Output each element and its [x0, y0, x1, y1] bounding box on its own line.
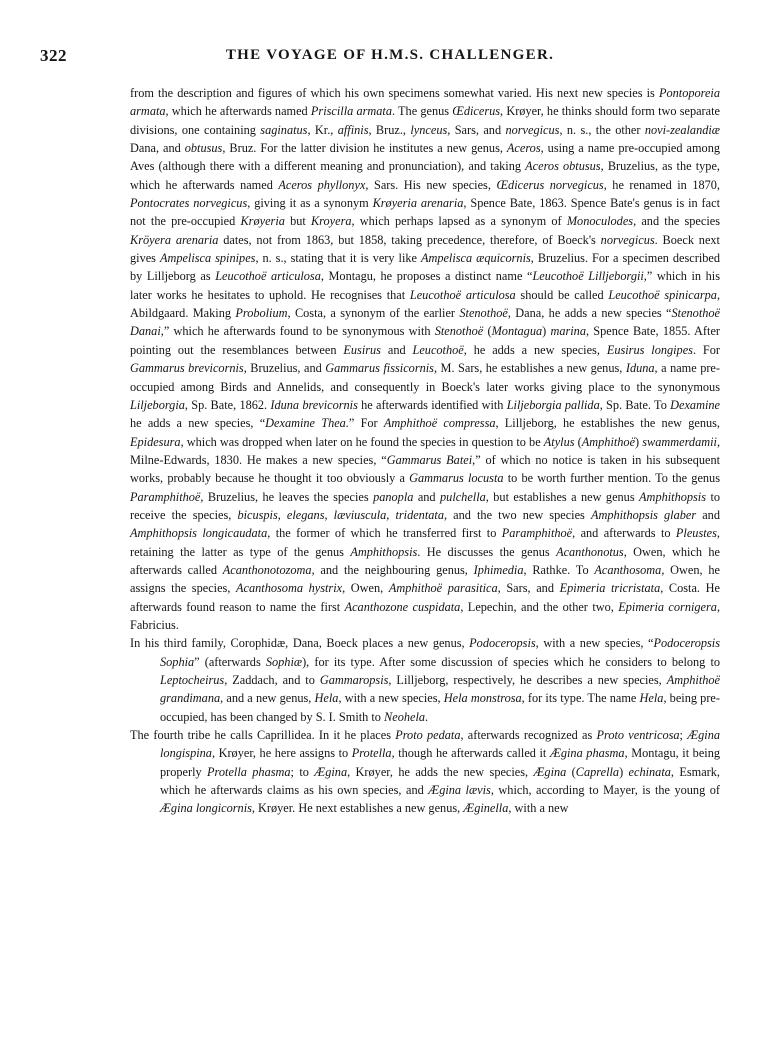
text-run: , using a name pre-occupied among Aves (although there with a different meaning and pronunciation), and taking: [130, 141, 720, 174]
italic-taxon-name: Œdicerus: [452, 104, 501, 119]
text-run: Dana, and: [130, 141, 185, 156]
italic-taxon-name: pulchella: [440, 489, 486, 504]
italic-taxon-name: Ægina phasma: [549, 746, 625, 761]
text-run: from the description and figures of which his own specimens somewhat varied. His next new species is: [130, 86, 659, 100]
body-text: [130, 84, 720, 818]
text-run: , giving it as a synonym: [247, 196, 373, 211]
italic-taxon-name: lynceus: [410, 122, 448, 137]
italic-taxon-name: bicuspis, elegans, læviuscula, tridentata: [237, 507, 444, 522]
text-run: , with a new species, “: [535, 636, 654, 651]
italic-taxon-name: Amphithoë: [581, 434, 636, 449]
italic-taxon-name: marina: [550, 324, 586, 339]
italic-taxon-name: Gammarus Batei: [386, 452, 473, 467]
text-run: , though he afterwards called it: [391, 746, 550, 761]
italic-taxon-name: Ampelisca spinipes: [159, 251, 256, 266]
text-run: , Lilljeborg, respectively, he describes a new species,: [388, 673, 667, 687]
italic-taxon-name: Kroyera: [310, 214, 352, 229]
text-run: and: [413, 489, 441, 504]
text-run: , retaining the latter as type of the genus: [130, 526, 720, 559]
text-run: The fourth tribe he calls Caprillidea. In it he places: [130, 728, 396, 743]
paragraph-fourth-tribe: [130, 726, 720, 818]
italic-taxon-name: Probolium: [235, 306, 288, 321]
italic-taxon-name: Monoculodes: [566, 214, 634, 229]
text-run: . He discusses the genus: [417, 544, 557, 559]
text-run: , and the species: [633, 214, 720, 229]
text-run: should be called: [515, 287, 609, 302]
text-run: , the former of which he transferred first to: [267, 526, 502, 541]
italic-taxon-name: novi-zealandiæ: [644, 122, 720, 137]
text-run: .: [425, 709, 429, 724]
italic-taxon-name: Amphithoë parasitica: [388, 581, 498, 596]
text-run: ” (afterwards: [194, 654, 266, 669]
text-run: ): [542, 324, 551, 339]
text-run: ), for its type. After some discussion of species which he considers to belong to: [302, 654, 721, 669]
italic-taxon-name: Gammarus brevicornis: [130, 361, 244, 376]
text-run: to be worth further mention. To the genus: [503, 471, 720, 486]
italic-taxon-name: Proto ventricosa: [596, 728, 680, 743]
text-run: , Bruz.,: [368, 122, 411, 137]
italic-taxon-name: Podoceropsis: [469, 636, 536, 651]
text-run: , Lepechin, and the other two,: [460, 599, 619, 614]
text-run: , Zaddach, and to: [224, 673, 320, 687]
text-run: , n. s., stating that it is very like: [255, 251, 421, 266]
italic-taxon-name: Dexamine Thea.: [265, 416, 349, 431]
text-run: , Esmark, which he afterwards claims as his own species, and: [160, 764, 720, 798]
italic-taxon-name: Aceros: [506, 141, 541, 156]
italic-taxon-name: Paramphithoë: [130, 489, 201, 504]
italic-taxon-name: Amphithoë compressa: [383, 416, 496, 431]
italic-taxon-name: Gammarus fissicornis: [325, 361, 434, 376]
text-run: , Fabricius.: [130, 599, 721, 632]
italic-taxon-name: Iduna: [625, 361, 655, 376]
text-run: , with a new species,: [338, 691, 444, 706]
text-run: , Costa. He afterwards found reason to name the first: [130, 581, 720, 614]
text-run: , Owen, which he afterwards called: [130, 544, 720, 577]
text-run: (: [574, 434, 582, 449]
text-run: , Sars, and: [497, 581, 560, 596]
text-run: , n. s., the other: [559, 122, 645, 137]
italic-taxon-name: obtusus: [184, 141, 223, 156]
text-run: , Krøyer. He next establishes a new genus,: [251, 801, 464, 816]
text-run: , M. Sars, he establishes a new genus,: [433, 361, 626, 376]
text-run: and: [696, 507, 720, 522]
italic-taxon-name: Stenothoë: [459, 306, 508, 321]
italic-taxon-name: Pontocrates norvegicus: [130, 196, 248, 211]
italic-taxon-name: affinis: [337, 122, 369, 137]
italic-taxon-name: Amphithoë grandimana: [160, 673, 720, 706]
italic-taxon-name: Acanthonotus: [556, 544, 624, 559]
text-run: he afterwards identified with: [357, 397, 507, 412]
italic-taxon-name: norvegicus: [505, 122, 560, 137]
text-run: (: [483, 324, 492, 339]
text-run: , Lilljeborg, he establishes the new genus,: [495, 416, 720, 431]
italic-taxon-name: Dexamine: [670, 397, 720, 412]
page-number: 322: [40, 46, 67, 65]
paragraph-third-family: [130, 634, 721, 726]
text-run: , being pre-occupied, has been changed by S. I. Smith to: [160, 691, 720, 724]
italic-taxon-name: Acanthozone cuspidata: [344, 599, 461, 614]
text-run: , Montagu, it being properly: [160, 746, 720, 779]
italic-taxon-name: Protella: [351, 746, 392, 761]
text-run: , Spence Bate, 1855. After pointing out the resemblances between: [130, 324, 720, 357]
italic-taxon-name: Acanthosoma hystrix: [236, 581, 343, 596]
italic-taxon-name: Epimeria tricristata: [559, 581, 661, 596]
text-run: dates, not from 1863, but 1858, taking precedence, therefore, of Boeck's: [218, 232, 601, 247]
text-run: , with a new: [508, 801, 569, 816]
text-run: , Krøyer, he thinks should form two separate divisions, one containing: [130, 104, 720, 137]
italic-taxon-name: Paramphithoë: [501, 526, 573, 541]
italic-taxon-name: Hela: [639, 691, 664, 706]
italic-taxon-name: Hela monstrosa: [443, 691, 522, 706]
italic-taxon-name: echinata: [628, 764, 671, 779]
italic-taxon-name: Ægina longicornis: [160, 801, 252, 816]
italic-taxon-name: Atylus: [543, 434, 575, 449]
italic-taxon-name: Priscilla armata: [310, 104, 392, 119]
italic-taxon-name: Ægina longispina: [160, 728, 720, 761]
text-run: , he renamed in 1870,: [603, 177, 721, 192]
text-run: ,” which in his later works he hesitates to uphold. He recognises that: [130, 269, 720, 302]
running-head: THE VOYAGE OF H.M.S. CHALLENGER.: [225, 47, 555, 63]
italic-taxon-name: panopla: [373, 489, 414, 504]
text-run: , Sp. Bate, 1862.: [184, 397, 271, 412]
text-run: , a name pre-occupied among Birds and Annelids, and consequently in Boeck's later works giving place to the synonymous: [130, 361, 720, 394]
text-run: , Montagu, he proposes a distinct name “: [320, 269, 533, 284]
text-run: , Dana, he adds a new species “: [507, 306, 672, 321]
italic-taxon-name: Leucothoë: [412, 342, 464, 357]
italic-taxon-name: Leptocheirus: [160, 673, 225, 687]
italic-taxon-name: Amphithopsis longicaudata: [130, 526, 268, 541]
italic-taxon-name: Liljeborgia: [130, 397, 185, 412]
italic-taxon-name: Pontoporeia armata: [130, 86, 720, 119]
text-run: but: [284, 214, 311, 229]
text-run: (: [566, 764, 576, 779]
text-run: , for its type. The name: [521, 691, 640, 706]
text-run: to receive the species,: [130, 489, 721, 522]
italic-taxon-name: Eusirus: [343, 342, 381, 357]
text-run: , Sp. Bate. To: [599, 397, 671, 412]
text-run: he adds a new species, “: [130, 416, 266, 431]
text-run: , Owen, he assigns the species,: [130, 562, 720, 596]
text-run: , and the neighbouring genus,: [311, 562, 474, 577]
text-run: , which, according to Mayer, is the young of: [490, 783, 720, 798]
text-run: , and a new genus,: [220, 691, 315, 706]
text-run: , Bruzelius, as the type, which he afterwards named: [130, 159, 720, 192]
page-header: [40, 46, 740, 70]
italic-taxon-name: Gammaropsis: [319, 673, 389, 687]
text-run: , Bruzelius, he leaves the species: [200, 489, 374, 504]
italic-taxon-name: Iduna brevicornis: [270, 397, 358, 412]
text-run: , Bruz. For the latter division he institutes a new genus,: [222, 141, 507, 156]
italic-taxon-name: Stenothoë Danai: [130, 306, 721, 339]
italic-taxon-name: Acanthonotozoma: [222, 562, 312, 577]
italic-taxon-name: Iphimedia: [473, 562, 524, 577]
text-run: In his third family, Corophidæ, Dana, Boeck places a new genus,: [130, 636, 470, 651]
italic-taxon-name: Epimeria cornigera: [618, 599, 717, 614]
italic-taxon-name: Amphithopsis: [639, 489, 707, 504]
text-run: , which perhaps lapsed as a synonym of: [351, 214, 567, 229]
italic-taxon-name: Caprella: [575, 764, 620, 779]
text-run: ): [635, 434, 643, 449]
italic-taxon-name: Æginella: [463, 801, 509, 816]
italic-taxon-name: norvegicus: [600, 232, 655, 247]
text-run: , which he afterwards named: [165, 104, 311, 119]
italic-taxon-name: Proto pedata: [395, 728, 461, 743]
italic-taxon-name: Hela: [314, 691, 339, 706]
italic-taxon-name: Kröyera arenaria: [130, 232, 219, 247]
italic-taxon-name: Pleustes: [675, 526, 717, 541]
text-run: , Bruzelius. For a specimen described by Lilljeborg as: [130, 251, 721, 284]
italic-taxon-name: Leucothoë articulosa: [215, 269, 321, 284]
italic-taxon-name: Leucothoë Lilljeborgii: [532, 269, 644, 284]
italic-taxon-name: Acanthosoma: [594, 562, 662, 577]
italic-taxon-name: Amphithopsis glaber: [590, 507, 697, 522]
italic-taxon-name: saginatus: [260, 122, 308, 137]
italic-taxon-name: Protella phasma: [207, 764, 291, 779]
paragraph-continued: [130, 84, 720, 634]
italic-taxon-name: Podoceropsis Sophia: [160, 636, 720, 669]
text-run: , afterwards recognized as: [460, 728, 597, 743]
italic-taxon-name: Stenothoë: [434, 324, 484, 339]
italic-taxon-name: Sophiæ: [265, 654, 303, 669]
italic-taxon-name: Eusirus longipes: [606, 342, 693, 357]
text-run: ; to: [290, 764, 315, 779]
text-run: , Owen,: [342, 581, 389, 596]
italic-taxon-name: Leucothoë articulosa: [409, 287, 516, 302]
text-run: , and the two new species: [443, 507, 591, 522]
text-run: . The genus: [391, 104, 453, 119]
italic-taxon-name: Ægina lævis: [428, 783, 491, 798]
text-run: . For: [692, 342, 720, 357]
text-run: , which was dropped when later on he found the species in question to be: [180, 434, 544, 449]
text-run: , Rathke. To: [523, 562, 595, 577]
text-run: ,” which he afterwards found to be synonymous with: [160, 324, 435, 339]
text-run: , Abildgaard. Making: [130, 287, 721, 321]
italic-taxon-name: Liljeborgia pallida: [506, 397, 600, 412]
text-run: , Milne-Edwards, 1830. He makes a new species, “: [130, 434, 721, 467]
text-run: . Boeck next gives: [130, 232, 720, 266]
italic-taxon-name: Montagua: [491, 324, 543, 339]
italic-taxon-name: Aceros obtusus: [525, 159, 601, 174]
text-run: , he adds a new species,: [463, 342, 607, 357]
text-run: , Bruzelius, and: [243, 361, 326, 376]
text-run: , Spence Bate, 1863. Spence Bate's genus is in fact not the pre-occupied: [130, 196, 720, 229]
text-run: , but establishes a new genus: [485, 489, 640, 504]
italic-taxon-name: Aceros phyllonyx: [278, 177, 366, 192]
text-run: ): [619, 764, 629, 779]
text-run: and: [380, 342, 413, 357]
italic-taxon-name: Ampelisca æquicornis: [420, 251, 531, 266]
text-run: , Costa, a synonym of the earlier: [287, 306, 460, 321]
text-run: , Kr.,: [307, 122, 338, 137]
italic-taxon-name: swammerdamii: [642, 434, 717, 449]
italic-taxon-name: Krøyeria: [240, 214, 285, 229]
italic-taxon-name: Neohela: [384, 709, 426, 724]
text-run: , and afterwards to: [572, 526, 676, 541]
text-run: , Krøyer, he adds the new species,: [347, 764, 534, 779]
italic-taxon-name: Gammarus locusta: [409, 471, 504, 486]
italic-taxon-name: Krøyeria arenaria: [372, 196, 464, 211]
text-run: ” For: [348, 416, 384, 431]
italic-taxon-name: Œdicerus norvegicus: [496, 177, 604, 192]
italic-taxon-name: Ægina: [314, 764, 348, 779]
italic-taxon-name: Leucothoë spinicarpa: [608, 287, 717, 302]
text-run: , Krøyer, he here assigns to: [211, 746, 352, 761]
text-run: , Sars. His new species,: [365, 177, 497, 192]
text-run: ;: [679, 728, 688, 743]
italic-taxon-name: Ægina: [533, 764, 567, 779]
text-run: , Sars, and: [447, 122, 506, 137]
text-run: ,” of which no notice is taken in his subsequent works, probably because he thought it too obviously a: [130, 452, 721, 486]
italic-taxon-name: Epidesura: [130, 434, 181, 449]
italic-taxon-name: Amphithopsis: [350, 544, 418, 559]
